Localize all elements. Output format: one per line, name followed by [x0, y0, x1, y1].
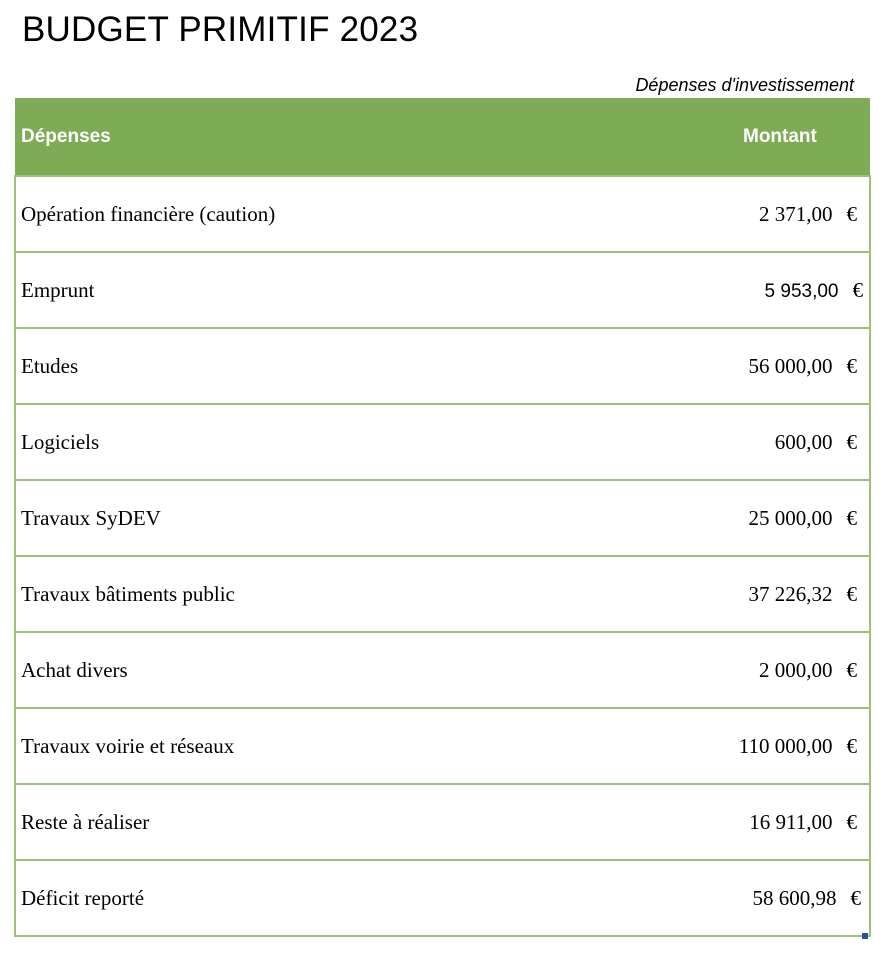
row-label: Emprunt [15, 252, 725, 328]
row-label: Travaux SyDEV [15, 480, 725, 556]
amount-value: 5 953,00 [764, 280, 839, 302]
resize-handle[interactable] [862, 933, 868, 939]
table-subtitle: Dépenses d'investissement [635, 75, 854, 95]
amount-value: 56 000,00 [748, 353, 833, 378]
currency-symbol: € [852, 277, 863, 302]
table-row [15, 252, 870, 328]
table-row [15, 176, 870, 252]
row-amount [725, 328, 870, 404]
row-amount [725, 860, 870, 936]
table-row [15, 480, 870, 556]
amount-value: 37 226,32 [748, 581, 833, 606]
row-amount [725, 480, 870, 556]
amount-value: 16 911,00 [749, 809, 833, 834]
row-label: Travaux bâtiments public [15, 556, 725, 632]
row-amount [725, 404, 870, 480]
table-row [15, 784, 870, 860]
row-label: Achat divers [15, 632, 725, 708]
budget-table-container [14, 98, 869, 937]
amount-value: 2 000,00 [759, 657, 833, 682]
table-row [15, 708, 870, 784]
row-label: Logiciels [15, 404, 725, 480]
row-label: Etudes [15, 328, 725, 404]
currency-symbol: € [846, 505, 857, 530]
table-header [15, 98, 870, 176]
table-row [15, 556, 870, 632]
currency-symbol: € [846, 809, 857, 834]
row-amount [725, 252, 870, 328]
table-row [15, 860, 870, 936]
budget-table [14, 98, 871, 937]
table-row [15, 404, 870, 480]
currency-symbol: € [846, 201, 857, 226]
page-title: BUDGET PRIMITIF 2023 [22, 10, 419, 49]
currency-symbol: € [846, 733, 857, 758]
table-row [15, 632, 870, 708]
row-amount [725, 176, 870, 252]
row-label: Reste à réaliser [15, 784, 725, 860]
header-montant: Montant [743, 125, 817, 147]
table-body [15, 176, 870, 936]
table-row [15, 328, 870, 404]
currency-symbol: € [846, 429, 857, 454]
amount-value: 600,00 [774, 429, 833, 454]
row-amount [725, 708, 870, 784]
amount-value: 2 371,00 [759, 201, 833, 226]
amount-value: 58 600,98 [752, 885, 837, 910]
row-amount [725, 784, 870, 860]
amount-value: 25 000,00 [748, 505, 833, 530]
currency-symbol: € [846, 657, 857, 682]
header-depenses: Dépenses [21, 125, 111, 147]
header-row [15, 98, 870, 176]
row-label: Travaux voirie et réseaux [15, 708, 725, 784]
row-label: Opération financière (caution) [15, 176, 725, 252]
currency-symbol: € [850, 885, 861, 910]
row-amount [725, 556, 870, 632]
amount-value: 110 000,00 [738, 733, 833, 758]
row-label: Déficit reporté [15, 860, 725, 936]
currency-symbol: € [846, 581, 857, 606]
row-amount [725, 632, 870, 708]
currency-symbol: € [846, 353, 857, 378]
